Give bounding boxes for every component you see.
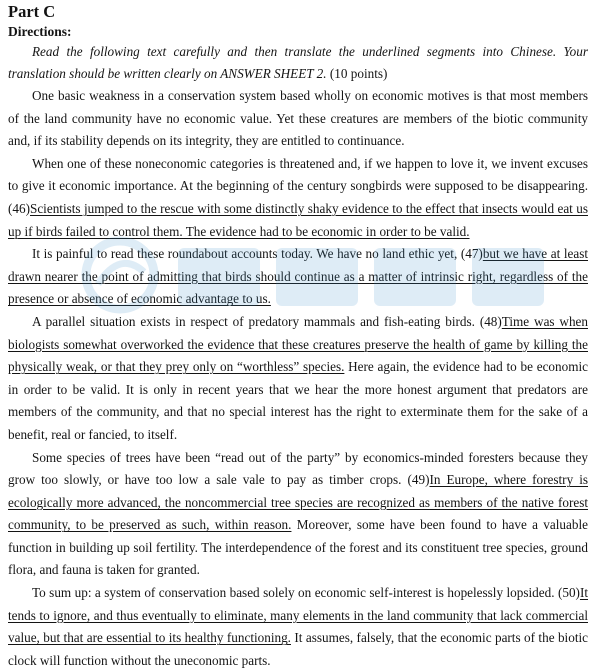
paragraph-text-after: Moreover, some have been found to have a valuable function in building up soil fertility. The interdependence of the forest and its constituent tree species, ground flora, and fauna is taken for granted.: [8, 517, 588, 578]
underlined-segment-50: It tends to ignore, and thus eventually to eliminate, many elements in the land community that lack commercial value, but that are essential to its healthy functioning.: [8, 585, 588, 646]
paragraph-text: One basic weakness in a conservation system based wholly on economic motives is that most members of the land community have no economic value. Yet these creatures are members of the biotic community and, if its stability depends on its integrity, they are entitled to continuance.: [8, 88, 588, 149]
question-number: (48): [479, 313, 502, 329]
paragraph-text: A parallel situation exists in respect of predatory mammals and fish-eating birds.: [32, 313, 480, 329]
underlined-segment-48: Time was when biologists somewhat overworked the evidence that these creatures preserve the health of game by killing the physically weak, or that they prey only on “worthless” species.: [8, 313, 588, 375]
question-number: (47): [460, 246, 483, 262]
underlined-segment-47: but we have at least drawn nearer the point of admitting that birds should continue as a matter of intrinsic right, regardless of the presence or absence of economic advantage to us.: [8, 246, 588, 307]
underlined-segment-46: Scientists jumped to the rescue with some distinctly shaky evidence to the effect that insects would eat us up if birds failed to control them. The evidence had to be economic in order to be valid.: [8, 200, 588, 239]
question-number: (46): [8, 200, 30, 216]
paragraph-text-after: Here again, the evidence had to be economic in order to be valid. It is only in recent years that we hear the more honest argument that predators are members of the community, and that no special interest has the right to exterminate them for the sake of a benefit, real or fancied, to itself.: [8, 359, 588, 442]
directions-label: Directions:: [8, 24, 72, 39]
paragraph-5: [8, 447, 588, 583]
question-number: (49): [407, 472, 430, 488]
paragraph-text-after: It assumes, falsely, that the economic parts of the biotic clock will function without the uneconomic parts.: [8, 630, 588, 668]
paragraph-1: [8, 85, 588, 153]
part-title: Part C: [8, 2, 56, 21]
paragraph-text: To sum up: a system of conservation based solely on economic self-interest is hopelessly lopsided.: [32, 585, 558, 601]
paragraph-text: Some species of trees have been “read out of the party” by economics-minded foresters because they grow too slowly, or have too low a sale vale to pay as timber crops.: [8, 449, 588, 488]
paragraph-text: It is painful to read these roundabout accounts today. We have no land ethic yet,: [32, 246, 461, 262]
paragraph-4: [8, 311, 588, 447]
question-number: (50): [557, 585, 580, 601]
instructions: [8, 41, 588, 85]
points-label: (10 points): [329, 66, 388, 81]
underlined-segment-49: In Europe, where forestry is ecologically more advanced, the noncommercial tree species are recognized as members of the native forest community, to be preserved as such, within reason.: [8, 472, 588, 533]
paragraph-2: [8, 153, 588, 243]
paragraph-3: [8, 243, 588, 311]
instructions-text: Read the following text carefully and then translate the underlined segments into Chinese. Your translation should be written clearly on ANSWER SHEET 2.: [8, 44, 588, 81]
paragraph-6: [8, 582, 588, 672]
paragraph-text: When one of these noneconomic categories is threatened and, if we happen to love it, we invent excuses to give it economic importance. At the beginning of the century songbirds were supposed to be disappearing.: [8, 155, 588, 194]
